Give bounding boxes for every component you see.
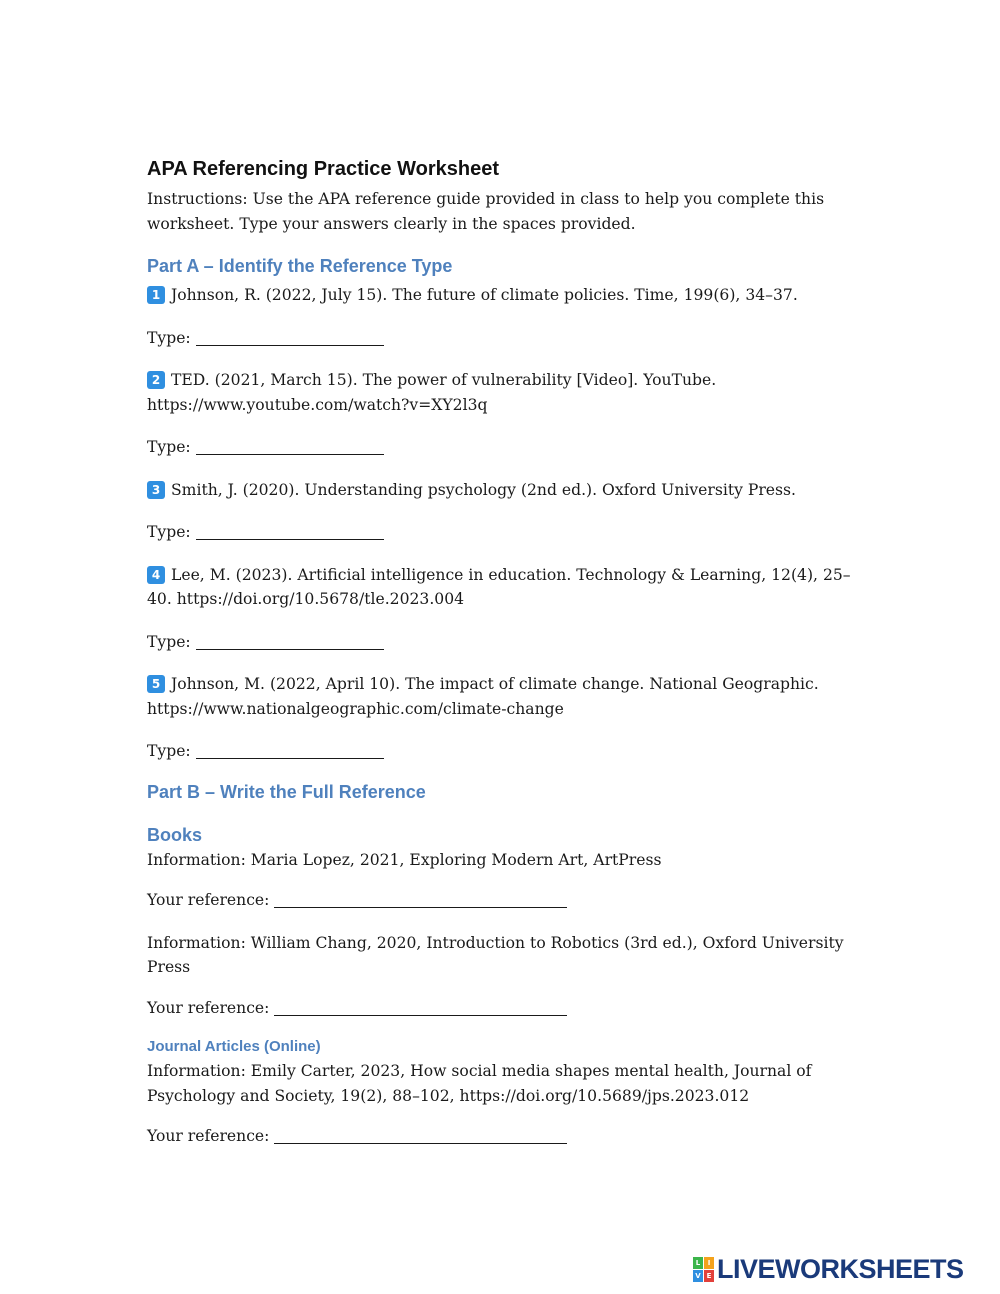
type-label: Type:: [147, 328, 191, 347]
journal-info-1: Information: Emily Carter, 2023, How social media shapes mental health, Journal of Psychology and Society, 19(2), 88–102, https://doi.org/10.5689/jps.2023.012: [147, 1062, 812, 1105]
logo-letter: E: [704, 1270, 714, 1282]
worksheet: [147, 158, 867, 1167]
type-input-4[interactable]: [196, 633, 384, 650]
part-a-item-2: [147, 368, 867, 417]
reference-input-book-2[interactable]: [274, 999, 567, 1016]
type-label: Type:: [147, 438, 191, 456]
book-info-2: Information: William Chang, 2020, Introduction to Robotics (3rd ed.), Oxford University Press: [147, 933, 844, 976]
reference-text: TED. (2021, March 15). The power of vulnerability [Video]. YouTube. https://www.youtube.com/watch?v=XY2l3q: [147, 371, 717, 414]
journal-reference-1: [147, 1124, 867, 1149]
logo-icon: [693, 1257, 714, 1282]
reference-label: Your reference:: [147, 998, 270, 1017]
book-reference-1: [147, 888, 867, 913]
type-input-1[interactable]: [196, 329, 384, 346]
type-input-2[interactable]: [196, 438, 384, 455]
type-answer-2: [147, 435, 867, 460]
reference-text: Johnson, M. (2022, April 10). The impact of climate change. National Geographic. https://www.nationalgeographic.com/climate-change: [147, 675, 819, 718]
books-heading: Books: [147, 824, 203, 845]
type-label: Type:: [147, 742, 191, 760]
part-b-heading: Part B – Write the Full Reference: [147, 781, 426, 802]
reference-input-journal-1[interactable]: [274, 1127, 567, 1144]
part-a-item-5: [147, 672, 867, 721]
book-info-1: Information: Maria Lopez, 2021, Exploring Modern Art, ArtPress: [147, 850, 662, 869]
reference-text: Lee, M. (2023). Artificial intelligence in education. Technology & Learning, 12(4), 25–40. https://doi.org/10.5678/tle.2023.004: [147, 565, 851, 608]
reference-text: Smith, J. (2020). Understanding psychology (2nd ed.). Oxford University Press.: [171, 480, 796, 499]
reference-text: Johnson, R. (2022, July 15). The future of climate policies. Time, 199(6), 34–37.: [171, 286, 798, 304]
part-a-heading: Part A – Identify the Reference Type: [147, 256, 453, 276]
instructions: Instructions: Use the APA reference guide provided in class to help you complete this worksheet. Type your answers clearly in the spaces provided.: [147, 190, 825, 233]
type-input-3[interactable]: [196, 523, 384, 540]
type-answer-4: [147, 630, 867, 655]
reference-input-book-1[interactable]: [274, 891, 567, 908]
type-label: Type:: [147, 523, 191, 541]
part-a-item-4: [147, 563, 867, 612]
number-4-icon: 4: [147, 566, 165, 584]
type-answer-3: [147, 520, 867, 545]
logo-letter: I: [704, 1257, 714, 1269]
number-5-icon: 5: [147, 675, 165, 693]
logo-text: LIVEWORKSHEETS: [717, 1253, 964, 1284]
reference-label: Your reference:: [147, 891, 270, 909]
type-answer-1: [147, 326, 867, 351]
part-a-item-1: [147, 283, 867, 308]
number-2-icon: 2: [147, 371, 165, 389]
type-answer-5: [147, 739, 867, 764]
number-1-icon: 1: [147, 286, 165, 304]
liveworksheets-logo[interactable]: [693, 1253, 964, 1284]
logo-letter: L: [693, 1257, 703, 1269]
reference-label: Your reference:: [147, 1127, 270, 1145]
type-input-5[interactable]: [196, 742, 384, 759]
logo-letter: V: [693, 1270, 703, 1282]
book-reference-2: [147, 996, 867, 1021]
journal-articles-heading: Journal Articles (Online): [147, 1038, 321, 1055]
part-a-item-3: [147, 478, 867, 503]
type-label: Type:: [147, 632, 191, 651]
number-3-icon: 3: [147, 481, 165, 499]
worksheet-title: APA Referencing Practice Worksheet: [147, 158, 499, 180]
